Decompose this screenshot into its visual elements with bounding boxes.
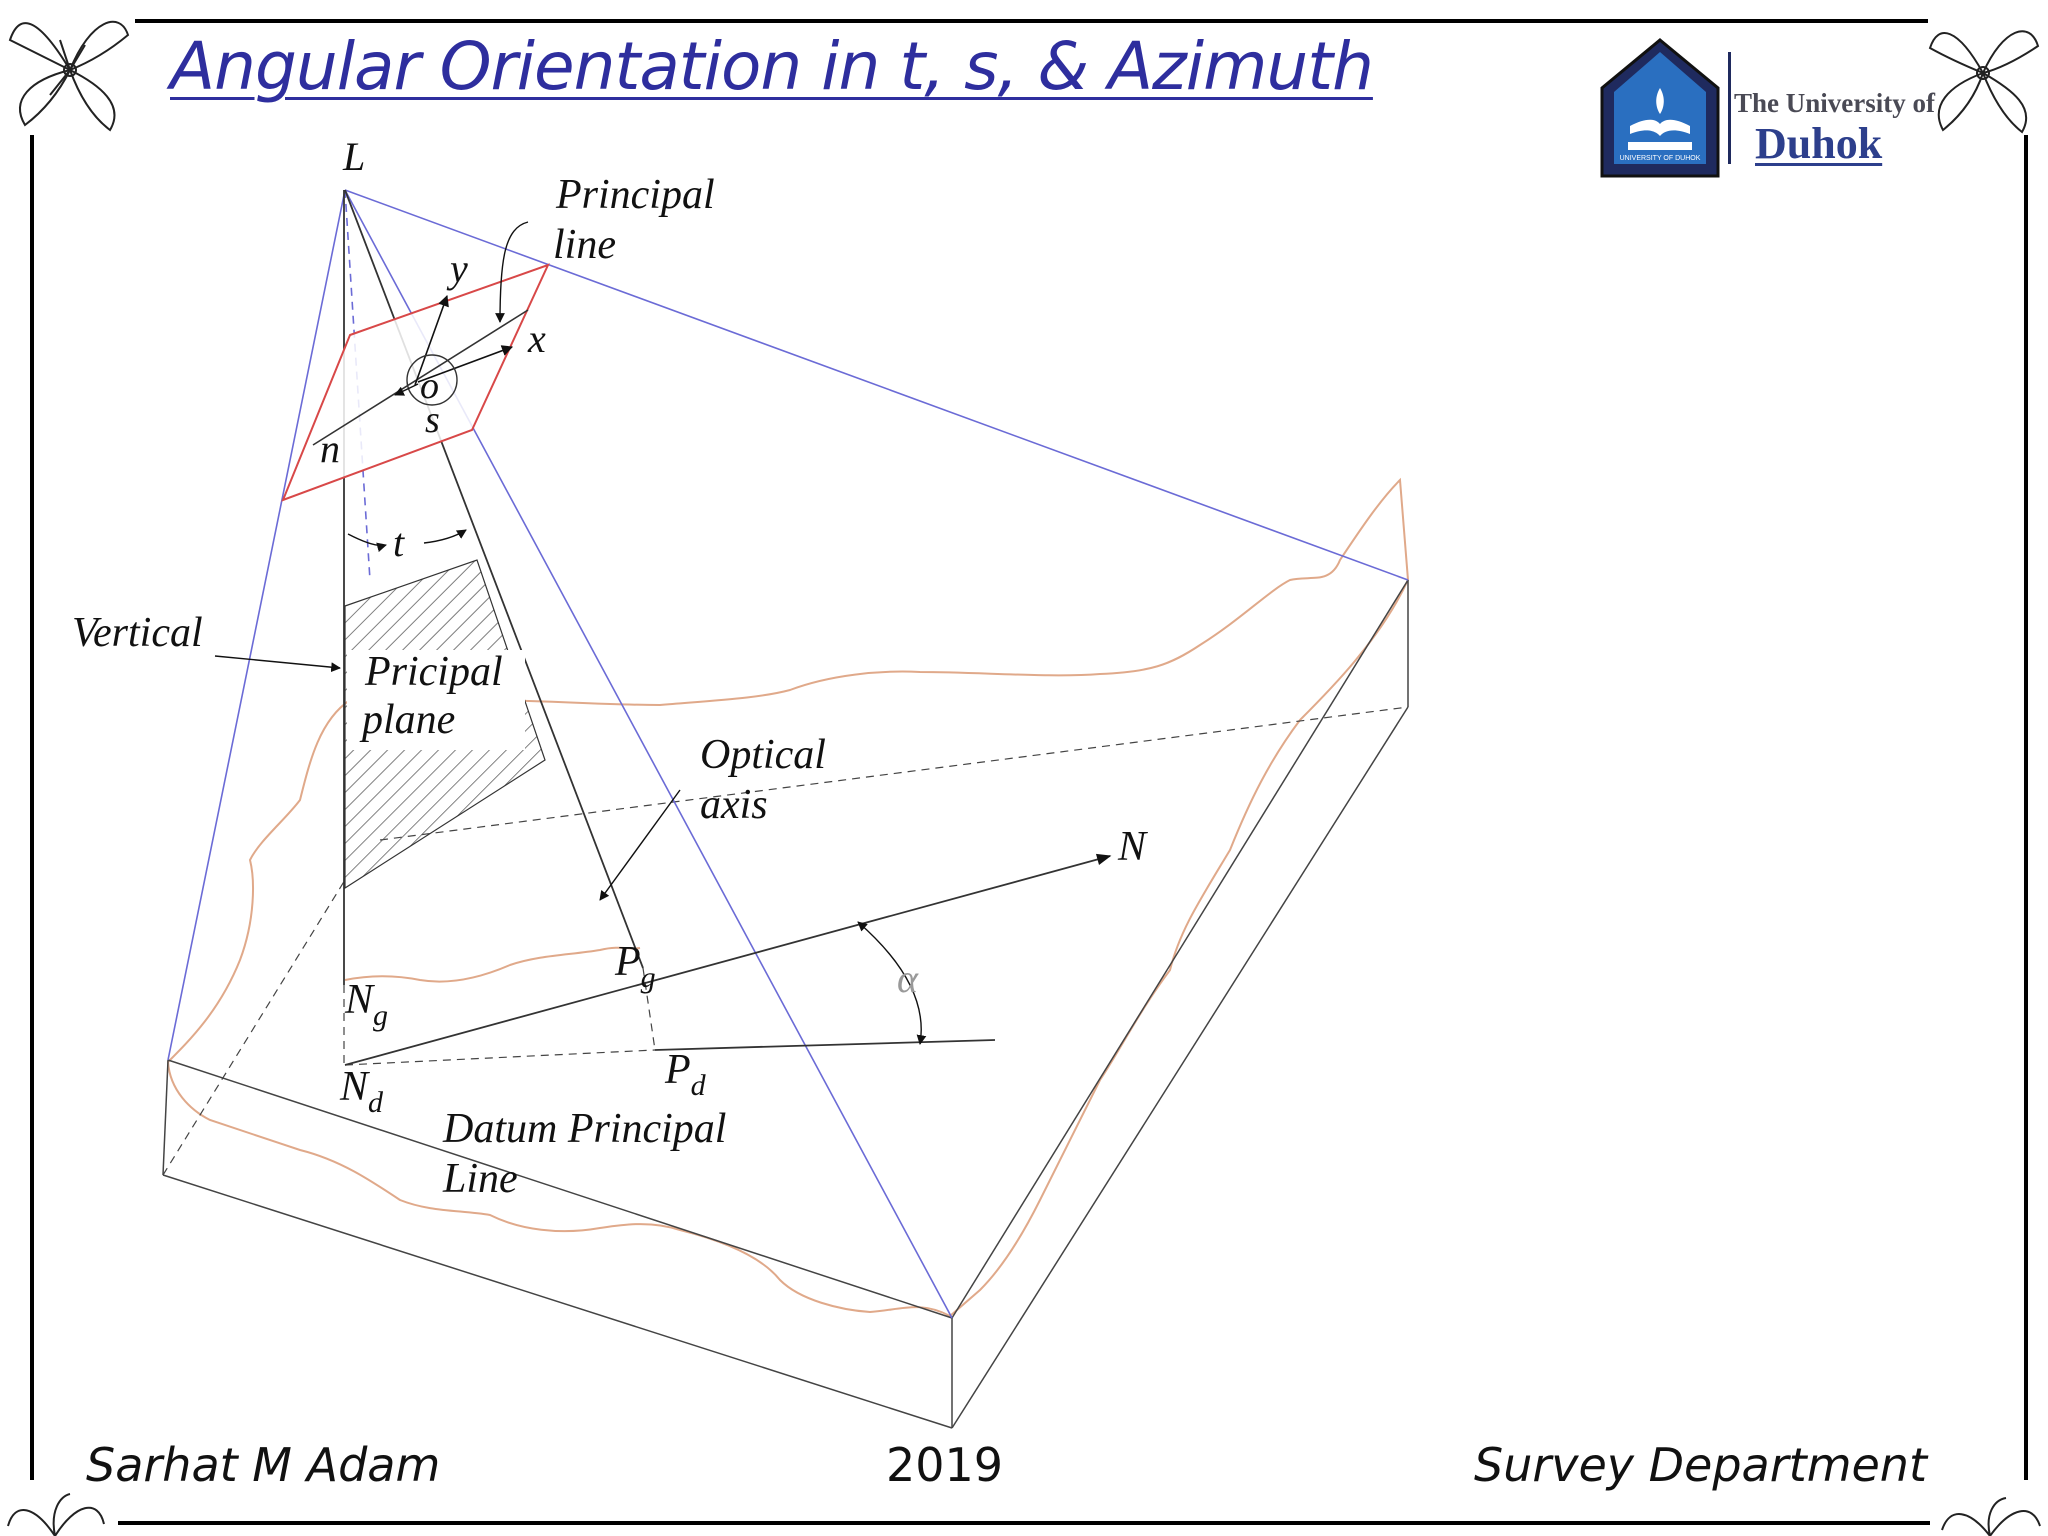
- label-n: n: [320, 426, 340, 471]
- optical-axis-leader: [600, 790, 680, 900]
- label-Ng-sub: g: [373, 999, 389, 1032]
- label-t: t: [393, 520, 405, 565]
- label-principal-plane-2: plane: [362, 697, 456, 743]
- label-Ng: [344, 977, 388, 1032]
- label-Pd-main: P: [665, 1047, 691, 1093]
- label-Pg-sub: g: [640, 961, 656, 994]
- label-principal-plane-1: Pricipal: [365, 649, 503, 695]
- label-Nd: [339, 1064, 384, 1119]
- label-L: L: [343, 134, 366, 179]
- university-subtitle: The University of: [1734, 88, 1935, 118]
- label-Nd-sub: d: [368, 1086, 384, 1119]
- label-y: y: [450, 246, 468, 291]
- university-name: Duhok: [1755, 119, 1883, 168]
- label-o: o: [420, 365, 439, 407]
- vertical-leader: [215, 656, 340, 668]
- label-Nd-main: N: [340, 1064, 369, 1110]
- label-s: s: [425, 399, 440, 441]
- label-optical-axis-1: Optical: [700, 732, 826, 778]
- seal-badge-text: UNIVERSITY OF DUHOK: [1619, 155, 1701, 162]
- tilt-angle-arc-2: [424, 530, 466, 543]
- label-Pg-main: P: [615, 939, 641, 985]
- label-alpha: α: [897, 956, 918, 1001]
- footer-author: Sarhat M Adam: [86, 1438, 441, 1492]
- label-principal-line-1: Principal: [556, 172, 715, 218]
- datum-principal-line: [655, 1040, 995, 1050]
- footer-department: Survey Department: [1474, 1438, 1927, 1492]
- label-vertical: Vertical: [72, 610, 203, 656]
- label-N: N: [1118, 824, 1147, 870]
- label-x: x: [528, 316, 546, 361]
- label-datum-1: Datum Principal: [443, 1106, 727, 1152]
- terrain-hill: [345, 948, 640, 982]
- label-Ng-main: N: [345, 977, 374, 1023]
- label-Pd: [664, 1047, 707, 1102]
- slide-title: Angular Orientation in t, s, & Azimuth: [170, 28, 1373, 105]
- label-Pd-sub: d: [690, 1069, 706, 1102]
- label-principal-line-2: line: [553, 222, 616, 268]
- label-datum-2: Line: [443, 1156, 518, 1202]
- footer-year: 2019: [886, 1438, 1004, 1492]
- label-optical-axis-2: axis: [700, 782, 768, 828]
- north-line: [345, 856, 1110, 1065]
